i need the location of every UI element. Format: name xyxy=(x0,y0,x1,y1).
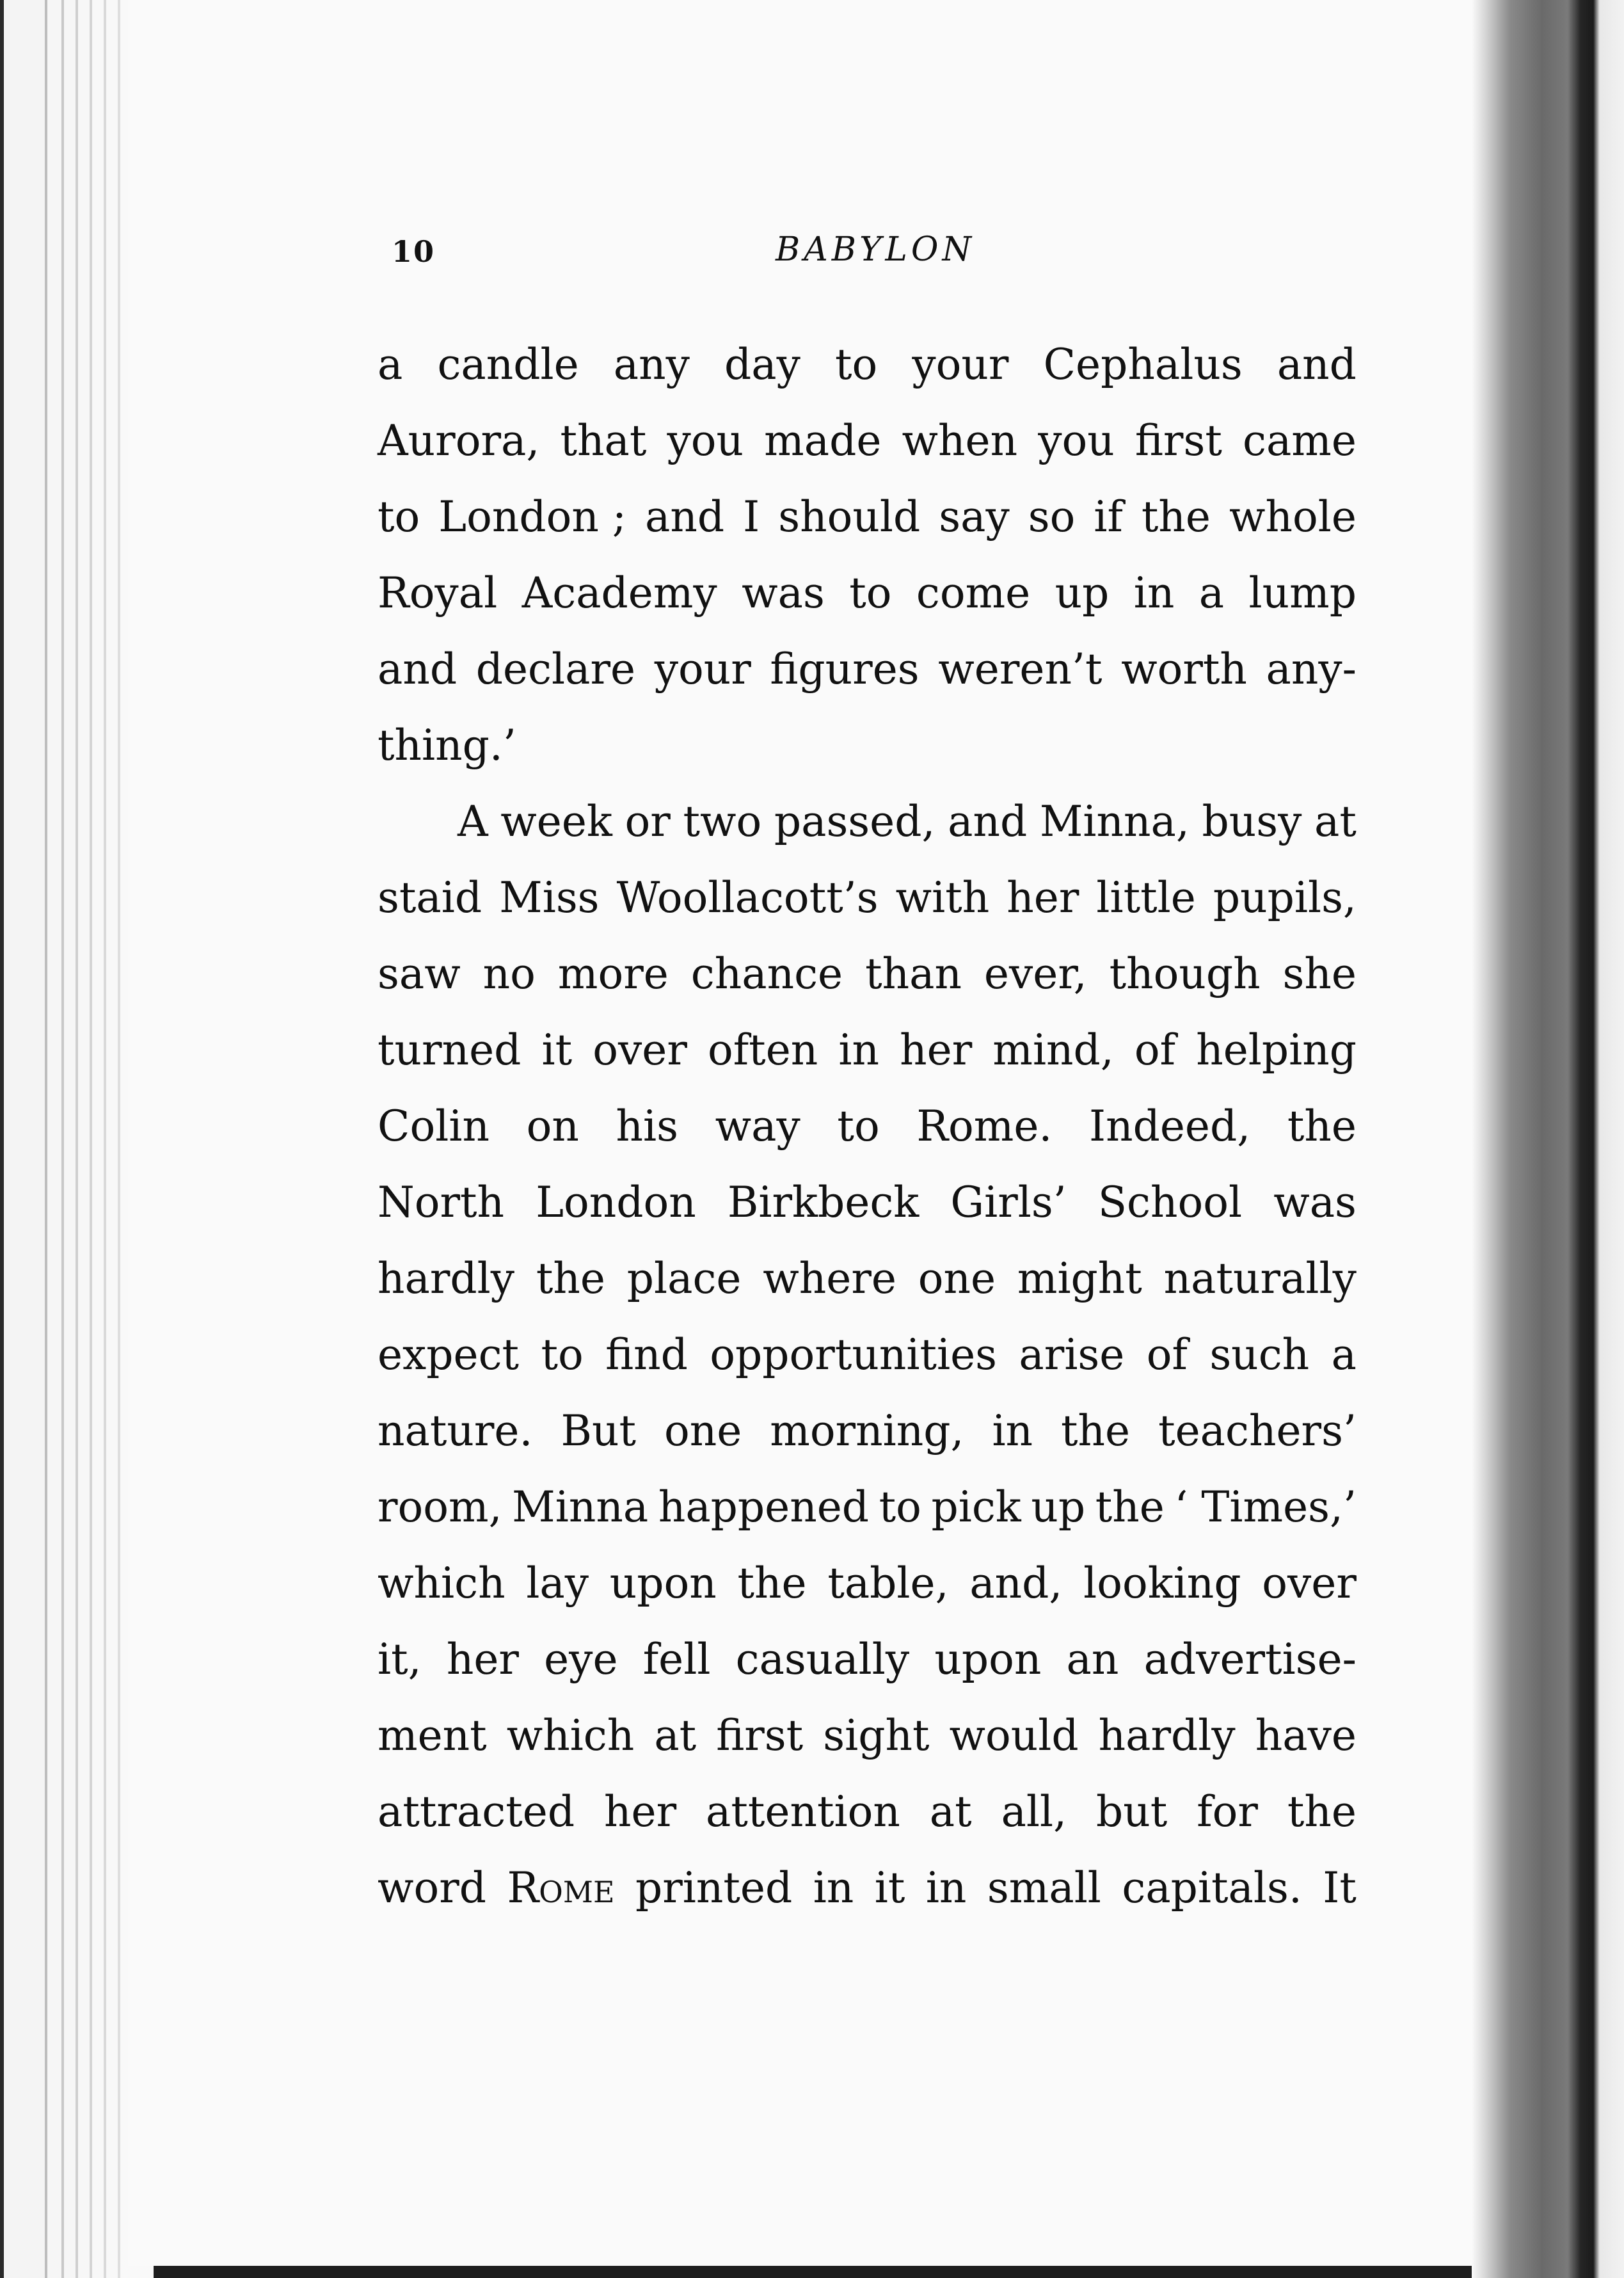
word: mind, xyxy=(992,1025,1114,1075)
word: her xyxy=(446,1635,519,1684)
word: expect xyxy=(378,1330,520,1379)
text-line xyxy=(378,1621,1357,1697)
word: declare xyxy=(475,645,636,694)
word: casually xyxy=(735,1635,910,1684)
word: your xyxy=(912,340,1009,389)
word: an xyxy=(1066,1635,1119,1684)
word: Birkbeck xyxy=(727,1178,919,1227)
word: more xyxy=(557,949,669,999)
word: and, xyxy=(969,1559,1063,1608)
word: a xyxy=(378,340,403,389)
word: lay xyxy=(526,1559,589,1608)
word: Indeed, xyxy=(1089,1102,1251,1151)
word: London ; xyxy=(438,492,627,541)
word: Rome. xyxy=(916,1102,1053,1151)
word: It xyxy=(1323,1863,1357,1913)
word: ment xyxy=(378,1711,487,1760)
text-line xyxy=(378,1393,1357,1469)
word: worth xyxy=(1121,645,1247,694)
text-line xyxy=(378,631,1357,707)
word: find xyxy=(605,1330,688,1379)
word: room, xyxy=(378,1482,502,1532)
binding-gutter-shadow xyxy=(1472,0,1624,2278)
text-line xyxy=(378,1088,1357,1164)
word: up xyxy=(1031,1482,1086,1532)
word: of xyxy=(1146,1330,1188,1379)
word: which xyxy=(506,1711,635,1760)
word: hardly xyxy=(1098,1711,1236,1760)
word: attention xyxy=(706,1787,900,1836)
word: arise xyxy=(1019,1330,1125,1379)
word: her xyxy=(604,1787,677,1836)
word: to xyxy=(835,340,878,389)
word: to xyxy=(541,1330,584,1379)
word: upon xyxy=(934,1635,1042,1684)
word: than xyxy=(865,949,962,999)
word: ever, xyxy=(983,949,1087,999)
word: pupils, xyxy=(1213,873,1357,922)
word: on xyxy=(526,1102,579,1151)
word: no xyxy=(482,949,536,999)
word: say xyxy=(939,492,1010,541)
text-line xyxy=(378,1697,1357,1774)
word: fell xyxy=(642,1635,711,1684)
word-small-caps: Rome xyxy=(507,1863,615,1913)
word: where xyxy=(763,1254,896,1303)
word: you xyxy=(667,416,744,465)
word: attracted xyxy=(378,1787,575,1836)
word: small xyxy=(987,1863,1101,1913)
word: such xyxy=(1209,1330,1310,1379)
text-line xyxy=(378,860,1357,936)
word: happened xyxy=(658,1482,870,1532)
word: Academy xyxy=(521,568,717,618)
running-header xyxy=(392,230,1351,282)
word: to xyxy=(849,568,892,618)
word: nature. xyxy=(378,1406,533,1456)
word: at xyxy=(654,1711,697,1760)
word: in xyxy=(925,1863,967,1913)
word: the xyxy=(536,1254,605,1303)
word: School xyxy=(1097,1178,1243,1227)
word: in xyxy=(838,1025,880,1075)
word: the xyxy=(1141,492,1211,541)
word: Woollacott’s xyxy=(616,873,879,922)
text-line xyxy=(378,707,1357,783)
text-line xyxy=(378,1164,1357,1240)
page-number: 10 xyxy=(392,234,436,269)
word: at xyxy=(929,1787,972,1836)
word: but xyxy=(1096,1787,1168,1836)
word: eye xyxy=(544,1635,618,1684)
word: if xyxy=(1094,492,1123,541)
word: should xyxy=(778,492,921,541)
paragraph-first-line xyxy=(378,783,1357,860)
word: first xyxy=(716,1711,804,1760)
word: over xyxy=(593,1025,687,1075)
word: ‘ Times,’ xyxy=(1174,1482,1357,1532)
word: hardly xyxy=(378,1254,515,1303)
word: one xyxy=(918,1254,996,1303)
text-line xyxy=(378,936,1357,1012)
word: thing.’ xyxy=(378,721,516,770)
text-line xyxy=(378,1850,1357,1926)
word: might xyxy=(1017,1254,1142,1303)
word: I xyxy=(743,492,760,541)
word: or xyxy=(625,797,671,846)
word: the xyxy=(1287,1787,1357,1836)
word: and xyxy=(948,797,1028,846)
word: weren’t xyxy=(938,645,1103,694)
text-line xyxy=(378,1012,1357,1088)
word: Aurora, xyxy=(378,416,540,465)
word: upon xyxy=(609,1559,717,1608)
word: at xyxy=(1314,797,1357,846)
word: Minna xyxy=(512,1482,649,1532)
word: teachers’ xyxy=(1158,1406,1357,1456)
word: come xyxy=(916,568,1031,618)
word: place xyxy=(626,1254,742,1303)
word: all, xyxy=(1001,1787,1067,1836)
word: so xyxy=(1028,492,1076,541)
text-line xyxy=(378,555,1357,631)
word: up xyxy=(1055,568,1110,618)
word: one xyxy=(664,1406,742,1456)
word: your xyxy=(654,645,751,694)
word: she xyxy=(1282,949,1357,999)
word: capitals. xyxy=(1122,1863,1302,1913)
word: often xyxy=(708,1025,818,1075)
word: which xyxy=(378,1559,506,1608)
word: lump xyxy=(1248,568,1357,618)
word: have xyxy=(1255,1711,1357,1760)
word: printed xyxy=(635,1863,793,1913)
word: a xyxy=(1198,568,1225,618)
word: made xyxy=(764,416,882,465)
word: table, xyxy=(827,1559,949,1608)
word: North xyxy=(378,1178,505,1227)
word: and xyxy=(378,645,458,694)
word: chance xyxy=(690,949,843,999)
word: was xyxy=(742,568,825,618)
word: Girls’ xyxy=(950,1178,1067,1227)
word: and xyxy=(1277,340,1357,389)
word: it, xyxy=(378,1635,422,1684)
word: her xyxy=(1007,873,1079,922)
word: his xyxy=(616,1102,678,1151)
word: day xyxy=(724,340,800,389)
word: week xyxy=(500,797,612,846)
word: any xyxy=(613,340,690,389)
word: in xyxy=(813,1863,854,1913)
word: the xyxy=(1287,1102,1357,1151)
word: Royal xyxy=(378,568,498,618)
word: pick xyxy=(931,1482,1021,1532)
word: morning, xyxy=(770,1406,964,1456)
word: little xyxy=(1096,873,1196,922)
word: though xyxy=(1109,949,1261,999)
word: was xyxy=(1273,1178,1357,1227)
word: with xyxy=(895,873,990,922)
word: her xyxy=(900,1025,973,1075)
word: for xyxy=(1197,1787,1258,1836)
word: came xyxy=(1242,416,1357,465)
word: to xyxy=(378,492,420,541)
word: it xyxy=(541,1025,573,1075)
word: Cephalus xyxy=(1043,340,1243,389)
word: busy xyxy=(1202,797,1302,846)
word: candle xyxy=(437,340,579,389)
word: any- xyxy=(1266,645,1357,694)
word: of xyxy=(1134,1025,1176,1075)
word: the xyxy=(737,1559,807,1608)
word: sight xyxy=(823,1711,930,1760)
word: would xyxy=(949,1711,1079,1760)
word: naturally xyxy=(1163,1254,1357,1303)
word: turned xyxy=(378,1025,521,1075)
word: two xyxy=(683,797,762,846)
word: opportunities xyxy=(710,1330,998,1379)
word: the xyxy=(1095,1482,1165,1532)
word: saw xyxy=(378,949,461,999)
word: looking xyxy=(1083,1559,1241,1608)
word: advertise- xyxy=(1143,1635,1357,1684)
text-line xyxy=(378,326,1357,403)
text-line xyxy=(378,1545,1357,1621)
text-line xyxy=(378,1774,1357,1850)
word: to xyxy=(879,1482,921,1532)
word: you xyxy=(1038,416,1115,465)
word: word xyxy=(378,1863,487,1913)
word: London xyxy=(536,1178,696,1227)
body-text xyxy=(378,326,1357,1926)
word: over xyxy=(1262,1559,1357,1608)
word: it xyxy=(874,1863,905,1913)
word: when xyxy=(902,416,1018,465)
word: a xyxy=(1331,1330,1357,1379)
word: figures xyxy=(770,645,919,694)
word: Miss xyxy=(499,873,600,922)
text-line xyxy=(378,1317,1357,1393)
running-title: BABYLON xyxy=(776,230,976,269)
word: Minna, xyxy=(1039,797,1190,846)
word: to xyxy=(837,1102,880,1151)
word: in xyxy=(992,1406,1033,1456)
word: A xyxy=(458,797,488,846)
word: staid xyxy=(378,873,482,922)
word: that xyxy=(560,416,647,465)
word: way xyxy=(715,1102,800,1151)
text-line xyxy=(378,403,1357,479)
word: first xyxy=(1134,416,1222,465)
word: and xyxy=(645,492,725,541)
word: Colin xyxy=(378,1102,490,1151)
word: whole xyxy=(1229,492,1357,541)
text-line xyxy=(378,1240,1357,1317)
word: helping xyxy=(1196,1025,1357,1075)
word: But xyxy=(561,1406,636,1456)
word: passed, xyxy=(774,797,935,846)
word: in xyxy=(1133,568,1175,618)
word: the xyxy=(1061,1406,1131,1456)
text-line xyxy=(378,1469,1357,1545)
text-line xyxy=(378,479,1357,555)
